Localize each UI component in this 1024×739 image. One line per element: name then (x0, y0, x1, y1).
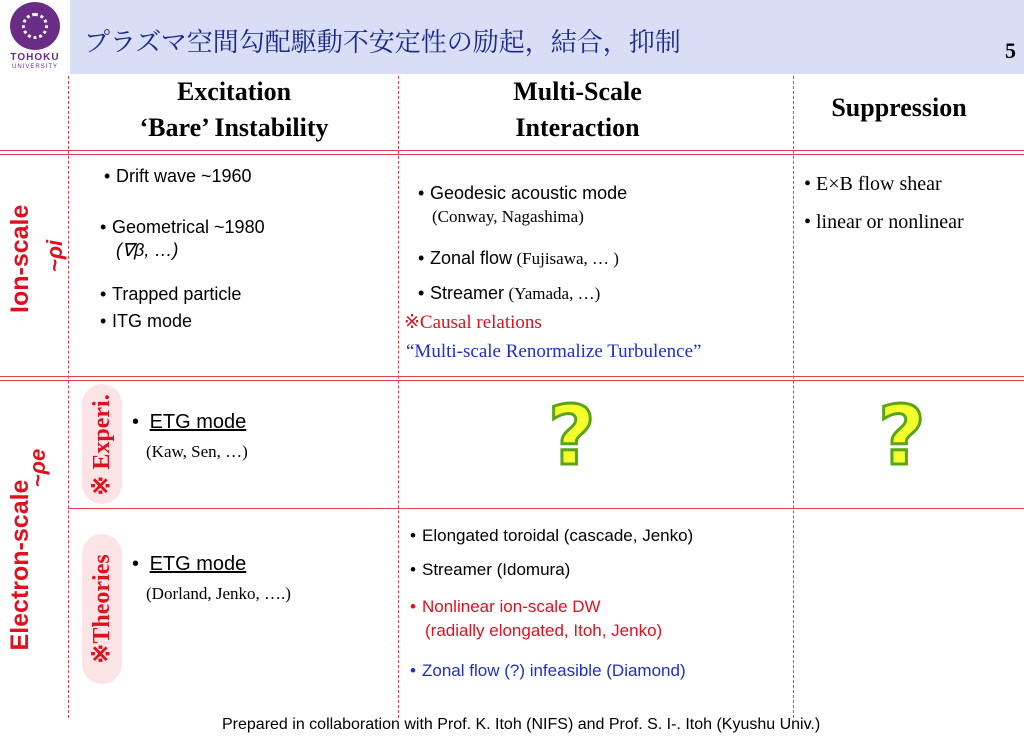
gam-item: • Geodesic acoustic mode (418, 182, 627, 204)
theories-label: ※Theories (89, 554, 115, 664)
etg-mode-exp-item (132, 411, 246, 433)
grid-line-middle (398, 76, 399, 718)
trapped-particle-item: • Trapped particle (100, 283, 241, 305)
etg-mode-exp-text: ETG mode (149, 411, 247, 433)
nonlinear-dw-item: • Nonlinear ion-scale DW (410, 596, 601, 618)
experiment-theory-divider (68, 508, 1024, 509)
header-row-divider (0, 150, 1024, 155)
streamer-item (418, 282, 600, 304)
ion-scale-label: Ion-scale (6, 204, 34, 313)
emblem-icon (10, 2, 60, 50)
electron-scale-label: Electron-scale (6, 479, 34, 651)
zonal-flow-ref: (Fujisawa, … ) (516, 249, 619, 268)
slide-title: プラズマ空間勾配駆動不安定性の励起，結合，抑制 (84, 28, 681, 58)
title-bar (70, 0, 1024, 74)
experiment-label: ※ Experi. (89, 394, 115, 496)
column-header-multiscale (400, 74, 755, 146)
question-icon-multiscale: ? (548, 389, 596, 484)
multiscale-line2: Interaction (515, 113, 640, 142)
streamer-text: • Streamer (418, 283, 504, 303)
excitation-line1: Excitation (176, 77, 292, 106)
etg-exp-ref: (Kaw, Sen, …) (146, 442, 248, 461)
etg-theory-ref: (Dorland, Jenko, ….) (146, 584, 291, 603)
grid-line-left (68, 76, 69, 718)
zonal-infeasible-item: • Zonal flow (?) infeasible (Diamond) (410, 660, 686, 682)
drift-wave-item: • Drift wave ~1960 (104, 165, 252, 187)
streamer-ref: (Yamada, …) (508, 284, 601, 303)
ion-scale-sub: ~ρi (42, 239, 67, 273)
excitation-line2: ‘Bare’ Instability (139, 113, 329, 142)
university-logo (2, 2, 68, 78)
exb-shear-item: • E×B flow shear (804, 173, 942, 195)
causal-relations: ※Causal relations (404, 312, 542, 333)
streamer-idomura-item: • Streamer (Idomura) (410, 559, 570, 581)
column-header-excitation (70, 74, 398, 146)
question-icon-suppression: ? (878, 389, 926, 484)
logo-text: TOHOKU (10, 52, 60, 63)
multiscale-line1: Multi-Scale (513, 77, 642, 106)
electron-scale-sub: ~ρe (25, 448, 50, 488)
zonal-flow-item (418, 247, 619, 269)
gam-ref: (Conway, Nagashima) (432, 207, 584, 226)
linear-nonlinear-item: • linear or nonlinear (804, 211, 964, 233)
geometrical-sub: (∇β, …) (116, 240, 179, 260)
geometrical-item: • Geometrical ~1980 (100, 216, 265, 238)
etg-mode-theory-text: ETG mode (149, 553, 247, 575)
footer-credit: Prepared in collaboration with Prof. K. Itoh (NIFS) and Prof. S. I-. Itoh (Kyushu Univ.) (222, 716, 821, 733)
etg-mode-theory-item (132, 553, 246, 575)
grid-line-right (793, 76, 794, 718)
scale-divider (0, 376, 1024, 381)
nonlinear-dw-ref: (radially elongated, Itoh, Jenko) (425, 621, 663, 640)
logo-subtext: UNIVERSITY (11, 64, 58, 70)
elongated-toroidal-item: • Elongated toroidal (cascade, Jenko) (410, 525, 693, 547)
itg-mode-item: • ITG mode (100, 310, 192, 332)
column-header-suppression: Suppression (831, 93, 967, 122)
renormalize-turbulence: “Multi-scale Renormalize Turbulence” (406, 341, 702, 362)
page-number: 5 (1005, 38, 1016, 63)
zonal-flow-text: • Zonal flow (418, 248, 512, 268)
